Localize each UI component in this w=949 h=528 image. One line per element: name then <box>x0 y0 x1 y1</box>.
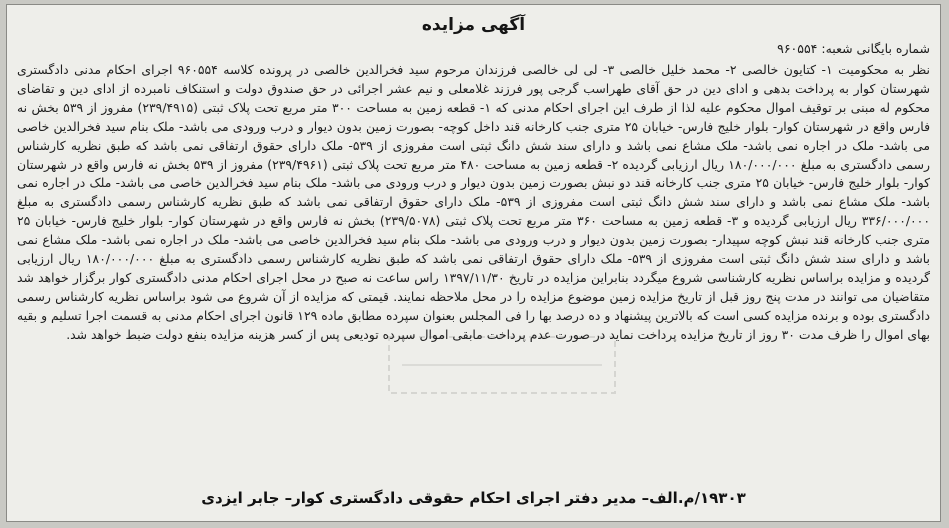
newspaper-clipping <box>6 4 941 522</box>
archive-number: شماره بایگانی شعبه: ۹۶۰۵۵۴ <box>777 41 930 56</box>
notice-body: نظر به محکومیت ۱- کتایون خالصی ۲- محمد خلیل خالصی ۳- لی لی خالصی فرزندان مرحوم سید فخرالدین خالصی در پرونده کلاسه ۹۶۰۵۵۴ اجرای احکام مدنی دادگستری شهرستان کوار به پرداخت بدهی و ادای دین در حق آقای طهراسب گرجی پور فرزند غلامعلی و نیم عشر اجرائی در حق صندوق دولت و استنکاف نامبرده از ادای دین و تقاضای محکوم له مبنی بر توقیف اموال محکوم علیه لذا از طرف این اجرای احکام مدنی که ۱- قطعه زمین به مساحت ۳۰۰ متر مربع تحت پلاک ثبتی (۲۳۹/۴۹۱۵) مفروز از ۵۳۹ بخش نه فارس واقع در شهرستان کوار- بلوار خلیج فارس- خیابان ۲۵ متری جنب کارخانه قند داخل کوچه- بصورت زمین بدون دیوار و درب ورودی می باشد- ملک بنام سید فخرالدین خاصی می باشد- ملک در اجاره نمی باشد- ملک مشاع نمی باشد و دارای سند شش دانگ ثبتی است مفروزی از ۵۳۹- ملک دارای حقوق ارتفاقی نمی باشد که طبق نظریه کارشناس رسمی دادگستری به مبلغ ۱۸۰/۰۰۰/۰۰۰ ریال ارزیابی گردیده ۲- قطعه زمین به مساحت ۴۸۰ متر مربع تحت پلاک ثبتی (۲۳۹/۴۹۶۱) مفروز از ۵۳۹ بخش نه فارس واقع در شهرستان کوار- بلوار خلیج فارس- خیابان ۲۵ متری جنب کارخانه قند دو نبش بصورت زمین بدون دیوار و درب ورودی می باشد- ملک بنام سید فخرالدین خاصی می باشد- ملک در اجاره نمی باشد- ملک مشاع نمی باشد و دارای سند شش دانگ ثبتی است مفروزی از ۵۳۹- ملک دارای حقوق ارتفاقی نمی باشد که طبق نظریه کارشناس رسمی دادگستری به مبلغ ۳۳۶/۰۰۰/۰۰۰ ریال ارزیابی گردیده و ۳- قطعه زمین به مساحت ۳۶۰ متر مربع تحت پلاک ثبتی (۲۳۹/۵۰۷۸) بخش نه فارس واقع در شهرستان کوار- بلوار خلیج فارس- خیابان ۲۵ متری جنب کارخانه قند نبش کوچه سپیدار- بصورت زمین بدون دیوار و درب ورودی می باشد- ملک بنام سید فخرالدین خاصی می باشد- ملک در اجاره نمی باشد- ملک مشاع نمی باشد و دارای سند شش دانگ ثبتی است مفروزی از ۵۳۹- ملک دارای حقوق ارتفاقی نمی باشد که طبق نظریه کارشناس رسمی دادگستری به مبلغ ۱۸۰/۰۰۰/۰۰۰ ریال ارزیابی گردیده و مزایده براساس نظریه کارشناسی شروع میگردد بنابراین مزایده در تاریخ ۱۳۹۷/۱۱/۳۰ راس ساعت نه صبح در محل اجرای احکام مدنی دادگستری کوار برگزار خواهد شد متقاضیان می توانند در مدت پنج روز قبل از تاریخ مزایده زمین موضوع مزایده را در محل ملاحظه نمایند. قیمتی که مزایده از آن شروع می شود براساس نظریه کارشناس رسمی دادگستری بوده و برنده مزایده کسی است که بالاترین پیشنهاد و ده درصد بها را فی المجلس بعنوان سپرده مطابق ماده ۱۲۹ قانون اجرای احکام مدنی به قسمت اجرا تسلیم و بقیه بهای اموال را ظرف مدت ۳۰ روز از تاریخ مزایده پرداخت نماید در صورت عدم پرداخت مابقی اموال سپرده تودیعی پس از کسر هزینه مزایده بنفع دولت ضبط خواهد شد. <box>17 62 930 342</box>
notice-footer-signature: ۱۹۳۰۳/م.الف– مدیر دفتر اجرای احکام حقوقی دادگستری کوار– جابر ایزدی <box>201 489 746 507</box>
notice-title: آگهی مزایده <box>421 15 526 35</box>
